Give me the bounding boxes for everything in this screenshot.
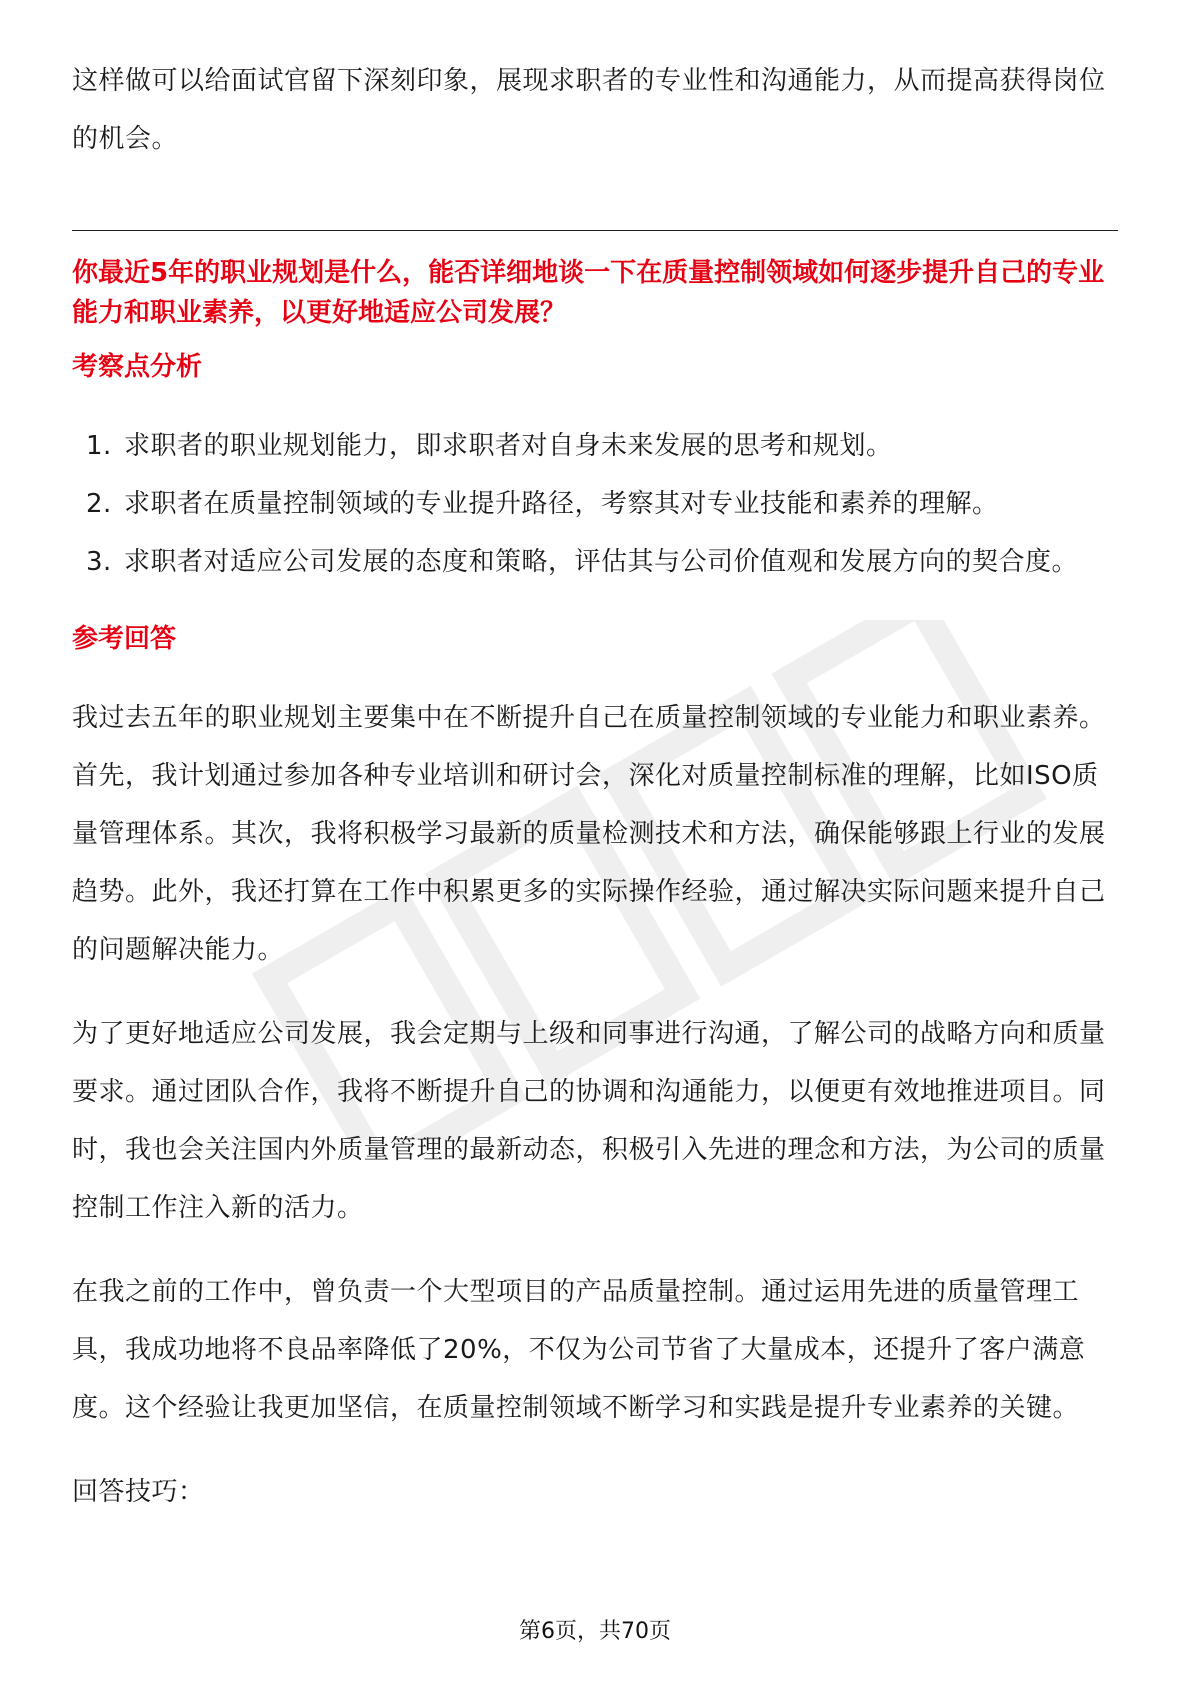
answer-paragraph: 为了更好地适应公司发展，我会定期与上级和同事进行沟通，了解公司的战略方向和质量要求。通过团队合作，我将不断提升自己的协调和沟通能力，以便更有效地推进项目。同时，我也会关注国内外质量管理的最新动态，积极引入先进的理念和方法，为公司的质量控制工作注入新的活力。 xyxy=(72,1019,1106,1223)
analysis-item-number: 1. xyxy=(86,431,112,461)
analysis-item-text: 求职者在质量控制领域的专业提升路径，考察其对专业技能和素养的理解。 xyxy=(124,489,999,519)
intro-paragraph: 这样做可以给面试官留下深刻印象，展现求职者的专业性和沟通能力，从而提高获得岗位的机会。 xyxy=(72,66,1106,154)
answer-heading: 参考回答 xyxy=(72,624,177,654)
document-page xyxy=(72,52,1118,1521)
analysis-item-number: 3. xyxy=(86,547,112,577)
page-footer: 第6页，共70页 xyxy=(519,1619,671,1644)
analysis-item-text: 求职者对适应公司发展的态度和策略，评估其与公司价值观和发展方向的契合度。 xyxy=(124,547,1079,577)
interview-question: 你最近5年的职业规划是什么，能否详细地谈一下在质量控制领域如何逐步提升自己的专业能力和职业素养，以更好地适应公司发展？ xyxy=(72,258,1105,328)
analysis-heading: 考察点分析 xyxy=(72,352,203,382)
section-divider xyxy=(72,230,1118,231)
analysis-item xyxy=(72,533,1118,591)
analysis-list xyxy=(72,417,1118,591)
answer-paragraph: 我过去五年的职业规划主要集中在不断提升自己在质量控制领域的专业能力和职业素养。首先，我计划通过参加各种专业培训和研讨会，深化对质量控制标准的理解，比如ISO质量管理体系。其次，我将积极学习最新的质量检测技术和方法，确保能够跟上行业的发展趋势。此外，我还打算在工作中积累更多的实际操作经验，通过解决实际问题来提升自己的问题解决能力。 xyxy=(72,703,1106,965)
answer-paragraph: 在我之前的工作中，曾负责一个大型项目的产品质量控制。通过运用先进的质量管理工具，我成功地将不良品率降低了20%，不仅为公司节省了大量成本，还提升了客户满意度。这个经验让我更加坚信，在质量控制领域不断学习和实践是提升专业素养的关键。 xyxy=(72,1277,1086,1423)
tips-label: 回答技巧： xyxy=(72,1477,205,1507)
analysis-item xyxy=(72,417,1118,475)
analysis-item-text: 求职者的职业规划能力，即求职者对自身未来发展的思考和规划。 xyxy=(124,431,893,461)
analysis-item xyxy=(72,475,1118,533)
analysis-item-number: 2. xyxy=(86,489,112,519)
